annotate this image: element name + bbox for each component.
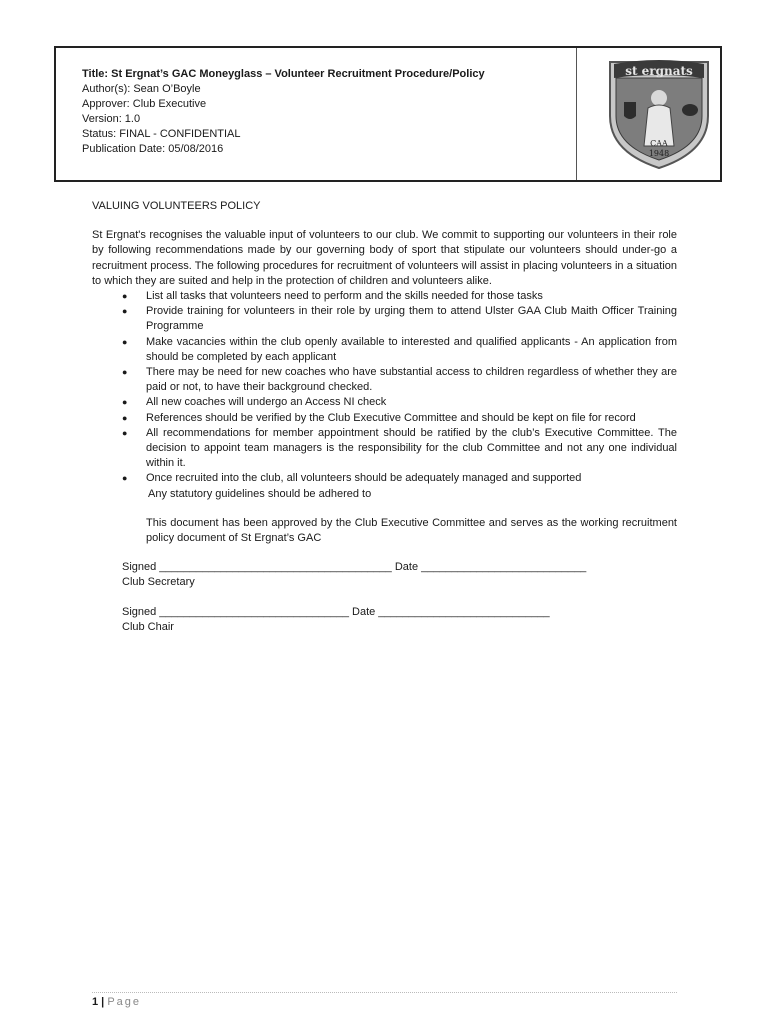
list-item-text: All new coaches will undergo an Access NI check [146,396,387,409]
crest-name-text: st ergnats [625,64,693,78]
document-metadata [82,67,485,157]
crest-year-text: 1948 [648,149,670,158]
list-item [122,365,677,395]
list-item-text: There may be need for new coaches who have substantial access to children regardless of whether they are paid or not, to have their background checked. [146,366,677,394]
document-approver: Approver: Club Executive [82,98,207,110]
signature-line: Signed ______________________________________ Date ___________________________ [122,561,587,574]
header-divider [576,48,577,180]
page-separator: | [98,996,108,1008]
policy-intro-paragraph: St Ergnat's recognises the valuable input of volunteers to our club. We commit to supporting our volunteers in their role by following recommendations made by our governing body of sport that stipulate our volunteers should under-go a recruitment process. The following procedures for recruitment of volunteers will assist in placing volunteers in a situation to which they are suited and help in the protection of children and volunteers alike. [92,229,677,287]
list-item-text: Once recruited into the club, all volunteers should be adequately managed and supported [146,472,582,485]
signature-role: Club Secretary [122,576,195,589]
list-item-text: Provide training for volunteers in their role by urging them to attend Ulster GAA Club Maith Officer Training Programme [146,305,677,333]
bullet-icon: ● [122,427,128,438]
document-publication-date: Publication Date: 05/08/2016 [82,143,224,155]
page-number: 1 [92,996,99,1008]
footer-divider [92,992,677,993]
crest-org-text: CAA [650,139,668,148]
list-item [122,426,677,472]
bullet-icon: ● [122,306,128,317]
bullet-icon: ● [122,367,128,378]
list-item [122,411,677,426]
list-item [122,289,677,304]
list-item-text: References should be verified by the Club Executive Committee and should be kept on file for record [146,411,636,424]
policy-heading: VALUING VOLUNTEERS POLICY [92,200,261,212]
signature-block-chair [92,605,677,635]
approval-statement: This document has been approved by the Club Executive Committee and serves as the working recruitment policy document of St Ergnat’s GAC [146,516,677,545]
club-crest-logo [604,54,714,172]
bullet-icon: ● [122,412,128,423]
page-label: Page [107,996,142,1008]
signature-block-secretary [92,560,677,590]
bullet-icon: ● [122,397,128,408]
bullet-icon: ● [122,336,128,347]
bullet-icon: ● [122,473,128,484]
list-item [122,304,677,334]
list-item [122,335,677,365]
list-item-text: All recommendations for member appointment should be ratified by the club’s Executive Committee. The decision to appoint team managers is the responsibility for the club Committee and not any one individual within it. [146,426,677,470]
list-item-text: Make vacancies within the club openly available to interested and qualified applicants - An application from should be completed by each applicant [146,335,677,363]
document-header [54,46,722,182]
bullet-icon: ● [122,291,128,302]
signature-role: Club Chair [122,620,174,633]
document-body [92,199,677,649]
list-item-text: List all tasks that volunteers need to perform and the skills needed for those tasks [146,290,543,303]
policy-bullet-list [92,289,677,487]
document-title: Title: St Ergnat’s GAC Moneyglass – Volunteer Recruitment Procedure/Policy [82,68,485,80]
signature-line: Signed _______________________________ Date ____________________________ [122,605,550,618]
statutory-guideline-note: Any statutory guidelines should be adhered to [148,487,372,500]
document-author: Author(s): Sean O’Boyle [82,83,201,95]
document-status: Status: FINAL - CONFIDENTIAL [82,128,241,140]
page-footer [92,996,141,1008]
list-item [122,395,677,410]
list-item [122,471,677,486]
document-version: Version: 1.0 [82,113,141,125]
